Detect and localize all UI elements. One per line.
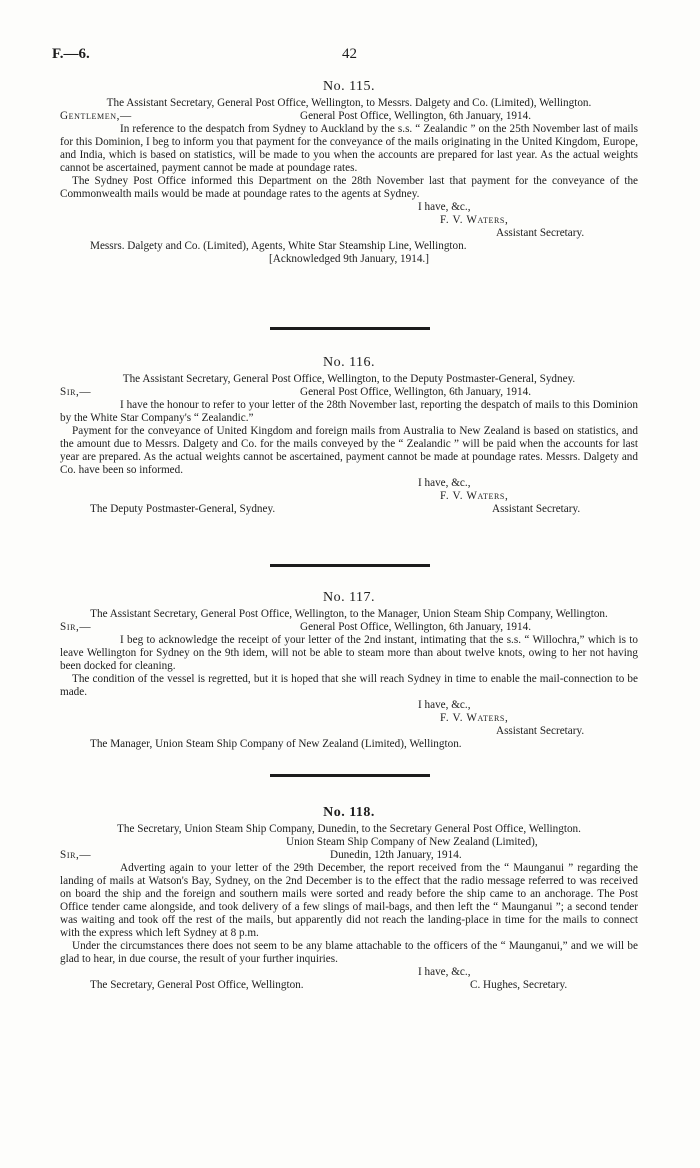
- paragraph: I have the honour to refer to your letter of the 28th November last, reporting the despatch of mails to this Dominion by the White Star Company's “ Zealandic.”: [60, 399, 638, 424]
- section-divider: [270, 564, 430, 567]
- letter-number: No. 116.: [322, 355, 376, 370]
- letter-number: No. 115.: [322, 79, 376, 94]
- signer-title: Assistant Secretary.: [492, 503, 581, 515]
- letter-heading: The Assistant Secretary, General Post Office, Wellington, to the Deputy Postmaster-General, Sydney.: [122, 373, 576, 385]
- section-divider: [270, 327, 430, 330]
- letter-heading: The Assistant Secretary, General Post Office, Wellington, to Messrs. Dalgety and Co. (Limited), Wellington.: [106, 97, 592, 109]
- letter-116: [60, 356, 638, 516]
- salutation: Gentlemen,—: [60, 110, 132, 122]
- addressee: Messrs. Dalgety and Co. (Limited), Agents, White Star Steamship Line, Wellington.: [90, 240, 467, 252]
- letter-number: No. 117.: [322, 590, 376, 605]
- letter-115: [60, 80, 638, 266]
- signer-name: F. V. Waters,: [440, 214, 509, 226]
- addressee: The Deputy Postmaster-General, Sydney.: [90, 503, 276, 515]
- signer-title: Assistant Secretary.: [496, 227, 585, 239]
- salutation: Sir,—: [60, 386, 92, 398]
- paragraph: The Sydney Post Office informed this Department on the 28th November last that payment for the conveyance of the Commonwealth mails would be made at poundage rates to the agents at Sydney.: [60, 175, 638, 200]
- place-date: General Post Office, Wellington, 6th January, 1914.: [300, 110, 531, 122]
- page-number: 42: [342, 46, 357, 62]
- paragraph: Payment for the conveyance of United Kingdom and foreign mails from Australia to New Zealand is based on statistics, and the amount due to Messrs. Dalgety and Co. for the mails conveyed by the “ Zealandic ” will be paid when the accounts for last year are prepared. As the actual weights cannot be ascertained, payment cannot be made at poundage rates. Messrs. Dalgety and Co. have been so informed.: [60, 425, 638, 476]
- place-date: Dunedin, 12th January, 1914.: [330, 849, 462, 861]
- paragraph: Under the circumstances there does not seem to be any blame attachable to the officers of the “ Maunganui,” and we will be glad to hear, in due course, the result of your further inquiries.: [60, 940, 638, 965]
- letter-heading: The Secretary, Union Steam Ship Company, Dunedin, to the Secretary General Post Office, Wellington.: [117, 823, 581, 835]
- paragraph: The condition of the vessel is regretted, but it is hoped that she will reach Sydney in time to enable the mail-connection to be made.: [60, 673, 638, 698]
- closing: I have, &c.,: [418, 699, 471, 711]
- place-date: General Post Office, Wellington, 6th January, 1914.: [300, 621, 531, 633]
- signer-name: F. V. Waters,: [440, 712, 509, 724]
- place-date: General Post Office, Wellington, 6th January, 1914.: [300, 386, 531, 398]
- signer-name: C. Hughes, Secretary.: [470, 979, 568, 991]
- addressee: The Manager, Union Steam Ship Company of New Zealand (Limited), Wellington.: [90, 738, 462, 750]
- letter-117: [60, 591, 638, 751]
- salutation: Sir,—: [60, 849, 92, 861]
- paragraph: In reference to the despatch from Sydney to Auckland by the s.s. “ Zealandic ” on the 25th November last of mails for this Dominion, I beg to inform you that payment for the conveyance of the mails originating in the United Kingdom, Europe, and India, which is based on statistics, will be made to you when the accounts are prepared for last year. As the actual weights cannot be ascertained, payment cannot be made at poundage rates.: [60, 123, 638, 174]
- paragraph: I beg to acknowledge the receipt of your letter of the 2nd instant, intimating that the s.s. “ Willochra,” which is to leave Wellington for Sydney on the 9th idem, will not be able to steam more than about twelve knots, owing to her not having been docked for cleaning.: [60, 634, 638, 672]
- closing: I have, &c.,: [418, 201, 471, 213]
- sender-organisation: Union Steam Ship Company of New Zealand (Limited),: [286, 836, 538, 848]
- salutation: Sir,—: [60, 621, 92, 633]
- signer-name: F. V. Waters,: [440, 490, 509, 502]
- section-divider: [270, 774, 430, 777]
- closing: I have, &c.,: [418, 966, 471, 978]
- paragraph: Adverting again to your letter of the 29th December, the report received from the “ Maunganui ” regarding the landing of mails at Watson's Bay, Sydney, on the 2nd December is to the effect that the radio message referred to was received on board the ship and the foreign and southern mails were sorted and ready before the ship came to an anchorage. The Post Office tender came alongside, and took delivery of a few slings of mail-bags, and then left the “ Maunganui ”; a second tender was waiting and took off the rest of the mails, but apparently did not reach the landing-place in time for the mails to connect with the express which left Sydney at 8 p.m.: [60, 862, 638, 939]
- section-reference: F.—6.: [52, 46, 90, 62]
- closing: I have, &c.,: [418, 477, 471, 489]
- signer-title: Assistant Secretary.: [496, 725, 585, 737]
- letter-number: No. 118.: [323, 805, 375, 820]
- letter-118: [60, 806, 638, 992]
- acknowledgement: [Acknowledged 9th January, 1914.]: [269, 253, 429, 265]
- addressee: The Secretary, General Post Office, Wellington.: [90, 979, 304, 991]
- letter-heading: The Assistant Secretary, General Post Office, Wellington, to the Manager, Union Steam Ship Company, Wellington.: [90, 608, 608, 620]
